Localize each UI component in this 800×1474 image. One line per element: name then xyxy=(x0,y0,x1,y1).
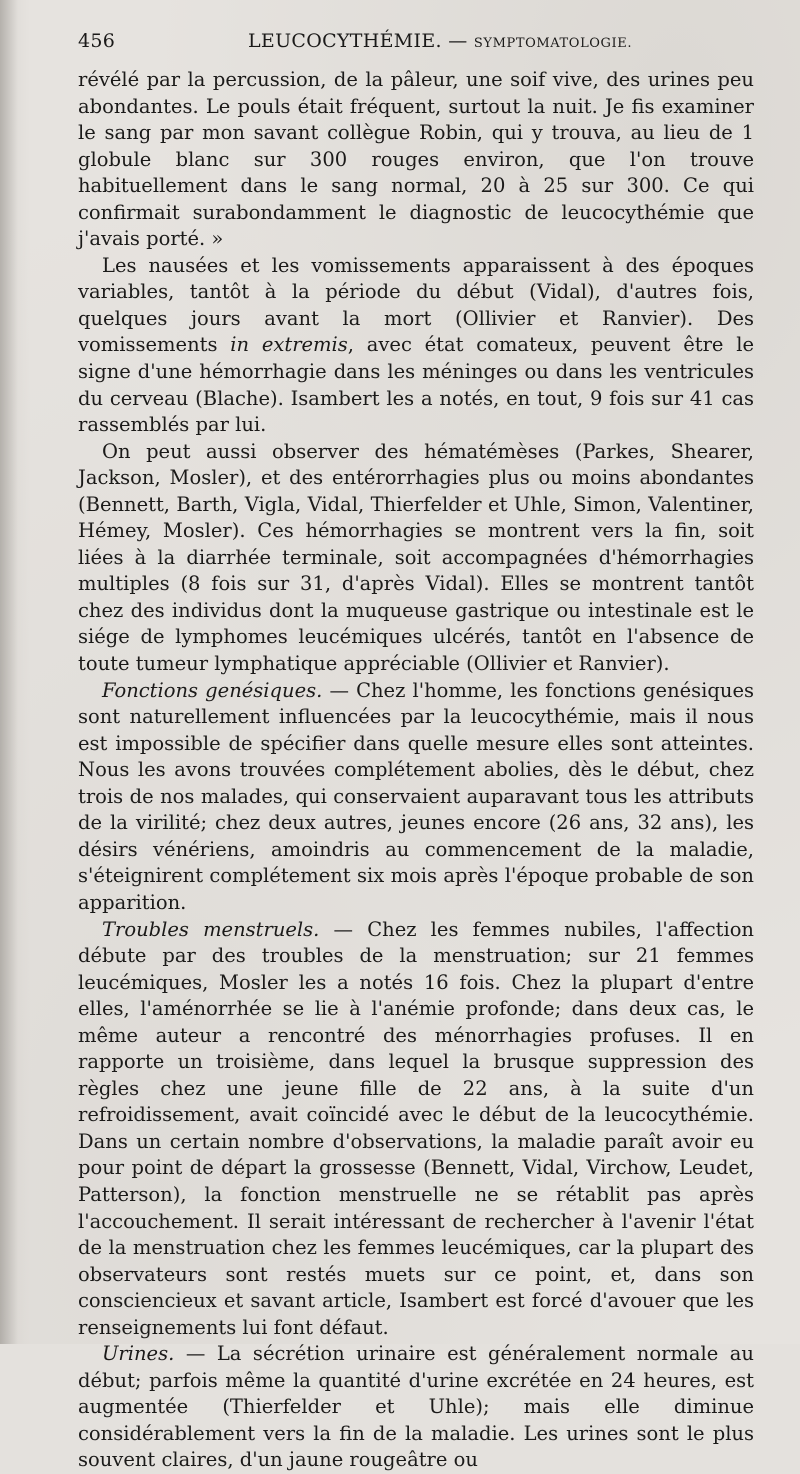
section-lead: Fonctions genésiques. xyxy=(102,678,323,702)
section-lead: Urines. xyxy=(102,1342,175,1366)
paragraph-continuation xyxy=(78,67,754,253)
running-head xyxy=(248,30,632,52)
paragraph-text: On peut aussi observer des hématémèses (Parkes, Shearer, Jackson, Mosler), et des entérorrhagies plus ou moins abondantes (Bennett, Barth, Vigla, Vidal, Thierfelder et Uhle, Simon, Valentiner, Hémey, Mosler). Ces hémorrhagies se montrent vers la fin, soit liées à la diarrhée terminale, soit accompagnées d'hémorrhagies multiples (8 fois sur 31, d'après Vidal). Elles se montrent tantôt chez des individus dont la muqueuse gastrique ou intestinale est le siége de lymphomes leucémiques ulcérés, tantôt en l'absence de toute tumeur lymphatique appréciable (Ollivier et Ranvier). xyxy=(78,439,754,676)
paragraph-text: , avec état comateux, peuvent être le signe d'une hémorrhagie dans les méninges ou dans les ventricules du cerveau (Blache). Isambert les a notés, en tout, 9 fois sur 41 cas rassemblés par lui. xyxy=(78,333,755,437)
paragraph-text: — Chez l'homme, les fonctions genésiques sont naturellement influencées par la leucocythémie, mais il nous est impossible de spécifier dans quelle mesure elles sont atteintes. Nous les avons trouvées complétement abolies, dès le début, chez trois de nos malades, qui conservaient auparavant tous les attributs de la virilité; chez deux autres, jeunes encore (26 ans, 32 ans), les désirs vénériens, amoindris au commencement de la maladie, s'éteignirent complétement six mois après l'époque probable de son apparition. xyxy=(78,678,755,914)
page-header xyxy=(78,30,758,60)
section-lead: Troubles menstruels. xyxy=(102,917,320,941)
paragraph-text: Les nausées et les vomissements apparaissent à des époques variables, tantôt à la période du début (Vidal), d'autres fois, quelques jours avant la mort (Ollivier et Ranvier). Des vomissements xyxy=(78,253,754,357)
running-head-section: SYMPTOMATOLOGIE. xyxy=(473,36,633,51)
paragraph-text: — Chez les femmes nubiles, l'affection débute par des troubles de la menstruation; sur 21 femmes leucémiques, Mosler les a notés 16 fois. Chez la plupart d'entre elles, l'aménorrhée se lie à l'anémie profonde; dans deux cas, le même auteur a rencontré des ménorrhagies profuses. Il en rapporte un troisième, dans lequel la brusque suppression des règles chez une jeune fille de 22 ans, à la suite d'un refroidissement, avait coïncidé avec le début de la leucocythémie. Dans un certain nombre d'observations, la maladie paraît avoir eu pour point de départ la grossesse (Bennett, Vidal, Virchow, Leudet, Patterson), la fonction menstruelle ne se rétablit pas après l'accouchement. Il serait intéressant de rechercher à l'avenir l'état de la menstruation chez les femmes leucémiques, car la plupart des observateurs sont restés muets sur ce point, et, dans son consciencieux et savant article, Isambert est forcé d'avouer que les renseignements lui font défaut. xyxy=(78,917,754,1339)
binding-gutter-shadow xyxy=(0,0,30,1344)
paragraph-nausea xyxy=(78,253,754,439)
paragraph-text: — La sécrétion urinaire est généralement normale au début; parfois même la quantité d'urine excrétée en 24 heures, est augmentée (Thierfelder et Uhle); mais elle diminue considérablement vers la fin de la maladie. Les urines sont le plus souvent claires, d'un jaune rougeâtre ou xyxy=(78,1342,754,1472)
page-number: 456 xyxy=(78,30,116,52)
running-title: LEUCOCYTHÉMIE. xyxy=(248,30,442,52)
paragraph-genesic-functions xyxy=(78,678,754,917)
paragraph-italic-phrase: in extremis xyxy=(230,333,348,357)
paragraph-hematemesis xyxy=(78,439,754,678)
running-head-separator: — xyxy=(441,30,474,52)
paragraph-menstrual-troubles xyxy=(78,917,754,1342)
body-text xyxy=(78,67,754,1474)
paragraph-text: révélé par la percussion, de la pâleur, une soif vive, des urines peu abondantes. Le pouls était fréquent, surtout la nuit. Je fis examiner le sang par mon savant collègue Robin, qui y trouva, au lieu de 1 globule blanc sur 300 rouges environ, que l'on trouve habituellement dans le sang normal, 20 à 25 sur 300. Ce qui confirmait surabondamment le diagnostic de leucocythémie que j'avais porté. » xyxy=(78,68,754,251)
paragraph-urines xyxy=(78,1341,754,1474)
